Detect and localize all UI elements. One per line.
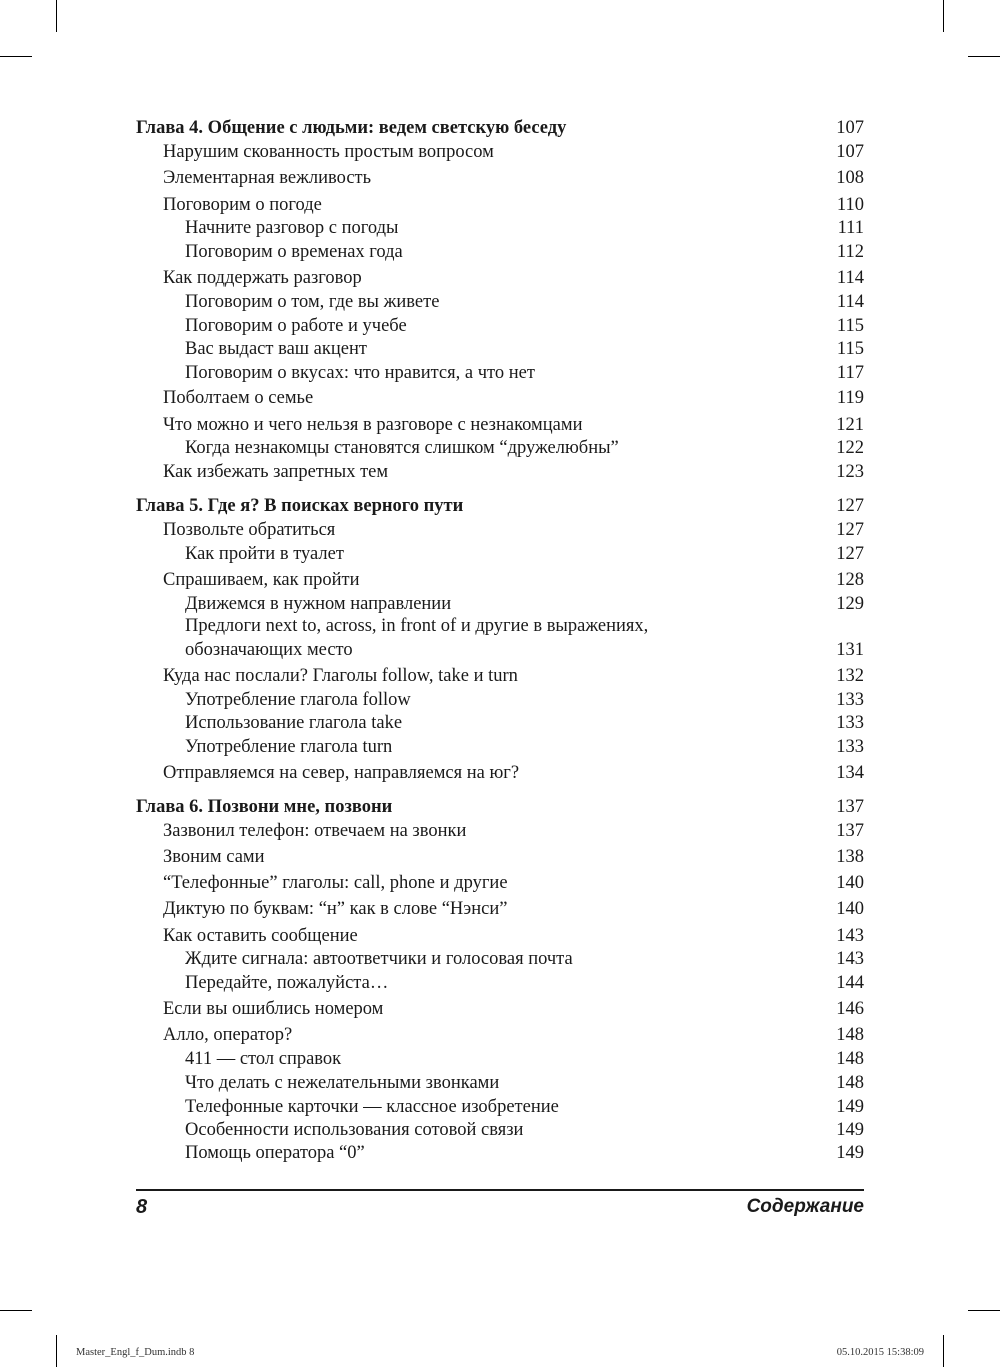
toc-entry-page: 144	[836, 973, 864, 993]
toc-entry-title: Глава 6. Позвони мне, позвони	[136, 797, 393, 817]
toc-entry-title: Передайте, пожалуйста…	[185, 973, 389, 993]
toc-entry-title: 411 — стол справок	[185, 1049, 342, 1069]
crop-mark	[56, 1335, 57, 1367]
toc-entry-title: Вас выдаст ваш акцент	[185, 339, 367, 359]
toc-entry-page: 114	[836, 268, 864, 288]
toc-entry-page: 149	[836, 1120, 864, 1140]
toc-entry[interactable]	[136, 664, 864, 688]
toc-entry-title: Отправляемся на север, направляемся на юг?	[163, 763, 520, 783]
toc-entry-page: 115	[836, 316, 864, 336]
toc-entry-page: 119	[836, 388, 864, 408]
toc-entry-title: Элементарная вежливость	[163, 168, 372, 188]
toc-entry[interactable]	[136, 711, 864, 735]
toc-entry-title: Спрашиваем, как пройти	[163, 570, 360, 590]
crop-mark	[0, 56, 32, 57]
toc-entry-page: 111	[837, 218, 864, 238]
toc-entry-page: 140	[836, 899, 864, 919]
toc-entry-title: Поговорим о вкусах: что нравится, а что нет	[185, 363, 535, 383]
toc-entry[interactable]	[136, 871, 864, 895]
toc-entry-page: 121	[836, 415, 864, 435]
toc-entry-title: Позвольте обратиться	[163, 520, 336, 540]
toc-entry-page: 131	[836, 640, 864, 660]
toc-entry[interactable]	[136, 897, 864, 921]
toc-entry[interactable]	[136, 460, 864, 484]
toc-entry-title: Если вы ошиблись номером	[163, 999, 384, 1019]
toc-entry-title: Алло, оператор?	[163, 1025, 293, 1045]
toc-entry-page: 107	[836, 118, 864, 138]
toc-entry-page: 134	[836, 763, 864, 783]
toc-entry-title: Что можно и чего нельзя в разговоре с незнакомцами	[163, 415, 583, 435]
toc-entry[interactable]	[136, 314, 864, 338]
toc-entry-title: Ждите сигнала: автоответчики и голосовая почта	[185, 949, 573, 969]
toc-entry-page: 123	[836, 462, 864, 482]
toc-entry-title: Поговорим о том, где вы живете	[185, 292, 440, 312]
toc-entry-title: Как избежать запретных тем	[163, 462, 389, 482]
toc-entry[interactable]	[136, 592, 864, 616]
toc-entry-title: Что делать с нежелательными звонками	[185, 1073, 500, 1093]
toc-entry-page: 146	[836, 999, 864, 1019]
toc-entry-title: Употребление глагола follow	[185, 690, 411, 710]
toc-entry-page: 108	[836, 168, 864, 188]
toc-entry-page: 129	[836, 594, 864, 614]
toc-entry-title: Употребление глагола turn	[185, 737, 393, 757]
toc-entry-title: Поболтаем о семье	[163, 388, 314, 408]
toc-entry[interactable]	[136, 337, 864, 361]
toc-entry-page: 148	[836, 1073, 864, 1093]
toc-entry[interactable]	[136, 240, 864, 264]
toc-entry-title: Начните разговор с погоды	[185, 218, 399, 238]
toc-entry[interactable]	[136, 1095, 864, 1119]
toc-entry[interactable]	[136, 924, 864, 948]
toc-entry-title: Телефонные карточки — классное изобретение	[185, 1097, 559, 1117]
toc-entry[interactable]	[136, 518, 864, 542]
page-number: 8	[136, 1196, 148, 1218]
toc-entry-title: Поговорим о временах года	[185, 242, 403, 262]
toc-entry-page: 107	[836, 142, 864, 162]
toc-entry[interactable]	[136, 845, 864, 869]
toc-entry-page: 138	[836, 847, 864, 867]
toc-entry[interactable]	[136, 140, 864, 164]
toc-entry[interactable]	[136, 638, 864, 662]
toc-entry[interactable]	[136, 971, 864, 995]
toc-entry[interactable]	[136, 1141, 864, 1165]
toc-entry-page: 133	[836, 690, 864, 710]
toc-entry[interactable]	[136, 1023, 864, 1047]
toc-entry-title: Как поддержать разговор	[163, 268, 362, 288]
toc-entry-title: “Телефонные” глаголы: call, phone и другие	[163, 873, 508, 893]
crop-mark	[56, 0, 57, 32]
toc-entry-page: 137	[836, 821, 864, 841]
toc-entry-page: 114	[836, 292, 864, 312]
toc-entry[interactable]	[136, 361, 864, 385]
toc-entry-title: Звоним сами	[163, 847, 265, 867]
toc-entry-page: 137	[836, 797, 864, 817]
print-slug-datetime: 05.10.2015 15:38:09	[836, 1347, 924, 1358]
crop-mark	[943, 0, 944, 32]
toc-chapter[interactable]	[136, 494, 864, 518]
toc-entry[interactable]	[136, 688, 864, 712]
crop-mark	[943, 1335, 944, 1367]
toc-entry-title: Глава 5. Где я? В поисках верного пути	[136, 496, 464, 516]
toc-entry-page: 132	[836, 666, 864, 686]
toc-entry-title: Зазвонил телефон: отвечаем на звонки	[163, 821, 467, 841]
toc-entry[interactable]	[136, 166, 864, 190]
toc-entry-title: Глава 4. Общение с людьми: ведем светскую беседу	[136, 118, 567, 138]
toc-chapter[interactable]	[136, 116, 864, 140]
toc-entry-title: Диктую по буквам: “н” как в слове “Нэнси”	[163, 899, 508, 919]
crop-mark	[0, 1310, 32, 1311]
toc-entry-page: 117	[836, 363, 864, 383]
toc-entry-page: 149	[836, 1143, 864, 1163]
toc-entry-page: 133	[836, 737, 864, 757]
toc-entry[interactable]	[136, 761, 864, 785]
toc-entry-page: 148	[836, 1025, 864, 1045]
toc-entry-page: 140	[836, 873, 864, 893]
toc-entry[interactable]	[136, 735, 864, 759]
crop-mark	[968, 1310, 1000, 1311]
toc-entry[interactable]	[136, 614, 864, 638]
toc-entry[interactable]	[136, 290, 864, 314]
toc-entry-title: Как оставить сообщение	[163, 926, 358, 946]
toc-entry[interactable]	[136, 386, 864, 410]
toc-chapter[interactable]	[136, 795, 864, 819]
toc-entry-page: 148	[836, 1049, 864, 1069]
toc-entry[interactable]	[136, 413, 864, 437]
toc-entry-page: 110	[836, 195, 864, 215]
print-slug-file: Master_Engl_f_Dum.indb 8	[76, 1347, 195, 1358]
toc-entry-title: Когда незнакомцы становятся слишком “дружелюбны”	[185, 438, 619, 458]
toc-entry[interactable]	[136, 1047, 864, 1071]
toc-entry-title: Нарушим скованность простым вопросом	[163, 142, 494, 162]
toc-entry-title: Поговорим о работе и учебе	[185, 316, 407, 336]
toc-entry-page: 115	[836, 339, 864, 359]
toc-entry[interactable]	[136, 947, 864, 971]
toc-entry[interactable]	[136, 193, 864, 217]
toc-entry-page: 127	[836, 496, 864, 516]
toc-entry[interactable]	[136, 1071, 864, 1095]
toc-entry[interactable]	[136, 436, 864, 460]
toc-entry-title: Движемся в нужном направлении	[185, 594, 452, 614]
toc-entry[interactable]	[136, 542, 864, 566]
toc-entry-page: 127	[836, 544, 864, 564]
toc-entry-page: 133	[836, 713, 864, 733]
toc-entry[interactable]	[136, 1118, 864, 1142]
toc-entry[interactable]	[136, 819, 864, 843]
toc-entry-page: 143	[836, 926, 864, 946]
running-footer-title: Содержание	[746, 1196, 864, 1217]
toc-entry-title: Использование глагола take	[185, 713, 403, 733]
toc-entry-title: Поговорим о погоде	[163, 195, 322, 215]
toc-entry-title: Как пройти в туалет	[185, 544, 344, 564]
footer-rule	[136, 1189, 864, 1191]
toc-entry[interactable]	[136, 568, 864, 592]
toc-entry[interactable]	[136, 216, 864, 240]
toc-entry-title: Куда нас послали? Глаголы follow, take и turn	[163, 666, 518, 686]
toc-entry[interactable]	[136, 266, 864, 290]
toc-entry[interactable]	[136, 997, 864, 1021]
toc-entry-title: Помощь оператора “0”	[185, 1143, 365, 1163]
toc-entry-title: обозначающих место	[185, 640, 353, 660]
toc-entry-page: 128	[836, 570, 864, 590]
toc-entry-page: 122	[836, 438, 864, 458]
toc-entry-page: 149	[836, 1097, 864, 1117]
toc-entry-page: 143	[836, 949, 864, 969]
crop-mark	[968, 56, 1000, 57]
toc-entry-title: Предлоги next to, across, in front of и другие в выражениях,	[185, 616, 649, 636]
toc-entry-title: Особенности использования сотовой связи	[185, 1120, 524, 1140]
toc-entry-page: 112	[836, 242, 864, 262]
toc-entry-page: 127	[836, 520, 864, 540]
